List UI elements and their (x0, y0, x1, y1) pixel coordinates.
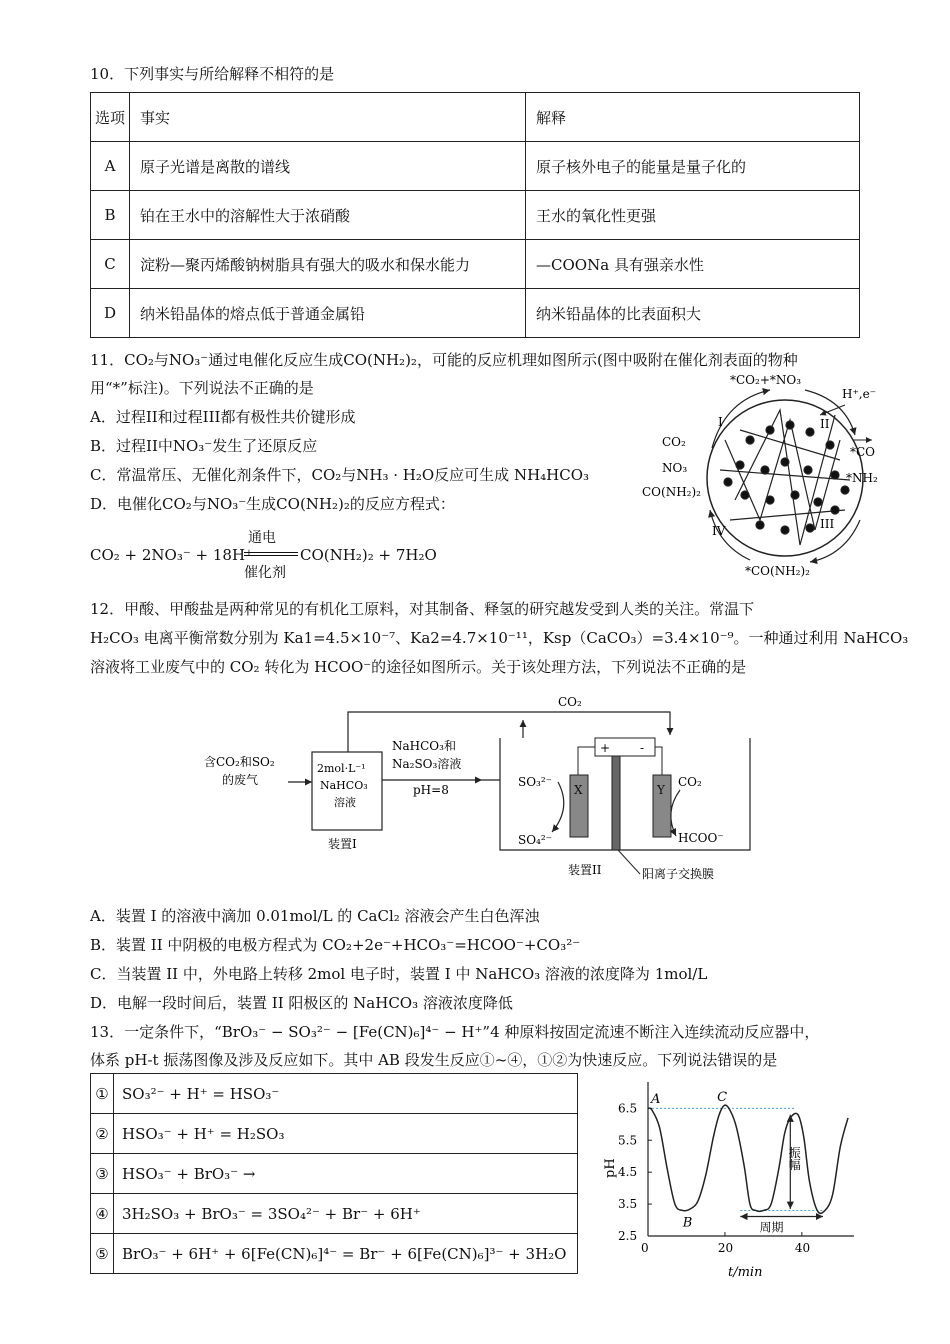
y-tick-label: 2.5 (618, 1229, 638, 1243)
q12-line3: 溶液将工业废气中的 CO₂ 转化为 HCOO⁻的途径如图所示。关于该处理方法，下列说法不正确的是 (90, 658, 747, 676)
device2-label: 装置II (568, 863, 602, 877)
q10-stem: 10．下列事实与所给解释不相符的是 (90, 65, 335, 83)
roman-i: I (718, 415, 723, 429)
option-letter: B (91, 191, 130, 240)
ph-time-chart (596, 1078, 860, 1288)
q11-stem-line1: 11．CO₂与NO₃⁻通过电催化反应生成CO(NH₂)₂，可能的反应机理如图所示(图中吸附在催化剂表面的物种 (90, 351, 798, 369)
q11-stem-line2: 用“*”标注)。下列说法不正确的是 (90, 379, 314, 397)
x-tick-label: 40 (794, 1241, 811, 1255)
table-row (91, 142, 860, 191)
q11-option-a: A．过程II和过程III都有极性共价键形成 (90, 408, 356, 426)
anode-reaction-arrow (552, 782, 564, 832)
reaction-number: ④ (91, 1194, 114, 1234)
q12-line2: H₂CO₃ 电离平衡常数分别为 Ka1=4.5×10⁻⁷、Ka2=4.7×10⁻¹¹，Ksp（CaCO₃）=3.4×10⁻⁹。一种通过利用 NaHCO₃ (90, 629, 909, 647)
cation-membrane (612, 756, 620, 850)
power-plus: + (600, 741, 611, 755)
fact-cell: 纳米铅晶体的熔点低于普通金属铅 (130, 289, 526, 338)
device1-label: 装置I (328, 837, 357, 851)
label-h-e: H⁺,e⁻ (842, 387, 877, 401)
q10-table (90, 92, 860, 338)
box1-line1: 2mol·L⁻¹ (317, 762, 366, 775)
reaction-equation: BrO₃⁻ + 6H⁺ + 6[Fe(CN)₆]⁴⁻ = Br⁻ + 6[Fe(CN)₆]³⁻ + 3H₂O (114, 1234, 578, 1274)
fact-cell: 原子光谱是离散的谱线 (130, 142, 526, 191)
explanation-cell: —COONa 具有强亲水性 (526, 240, 860, 289)
option-letter: D (91, 289, 130, 338)
y-tick-label: 6.5 (618, 1101, 638, 1116)
equation-double-line (244, 552, 298, 556)
so4-label: SO₄²⁻ (518, 833, 553, 847)
q11-option-b: B．过程II中NO₃⁻发生了还原反应 (90, 437, 318, 455)
table-row (91, 93, 860, 142)
point-b-label: B (682, 1215, 693, 1231)
label-no3: NO₃ (662, 461, 688, 475)
wire-left (578, 747, 595, 775)
reaction-equation: HSO₃⁻ + H⁺ = H₂SO₃ (114, 1114, 578, 1154)
box1-line3: 溶液 (334, 796, 356, 809)
header-option: 选项 (91, 93, 130, 142)
y-tick-label: 3.5 (618, 1197, 638, 1212)
roman-iv: IV (712, 524, 726, 538)
explanation-cell: 王水的氧化性更强 (526, 191, 860, 240)
point-a-label: A (651, 1092, 661, 1108)
explanation-cell: 纳米铅晶体的比表面积大 (526, 289, 860, 338)
q11-mechanism-diagram (640, 370, 890, 580)
period-label: 周期 (759, 1220, 784, 1235)
reaction-number: ③ (91, 1154, 114, 1194)
x-tick-label: 0 (641, 1241, 649, 1255)
table-row (91, 1234, 578, 1274)
y-tick-label: 4.5 (618, 1165, 638, 1180)
q12-option-b: B．装置 II 中阴极的电极方程式为 CO₂+2e⁻+HCO₃⁻=HCOO⁻+CO₃²⁻ (90, 936, 581, 954)
y-axis-label: pH (603, 1158, 618, 1178)
q12-option-a: A．装置 I 的溶液中滴加 0.01mol/L 的 CaCl₂ 溶液会产生白色浑浊 (90, 907, 540, 925)
q13-line2: 体系 pH-t 振荡图像及涉及反应如下。其中 AB 段发生反应①~④，①②为快速反应。下列说法错误的是 (90, 1051, 778, 1069)
amplitude-label: 振幅 (787, 1146, 802, 1171)
ph-series-line (648, 1105, 848, 1213)
q11-equation-top: 通电 (248, 530, 276, 546)
arrow-label-3: pH=8 (413, 783, 449, 797)
cathode-reaction-arrow (671, 790, 680, 836)
label-co: *CO (850, 445, 876, 459)
roman-iii: III (820, 517, 835, 531)
header-explanation: 解释 (526, 93, 860, 142)
arrow-label-2: Na₂SO₃溶液 (392, 757, 462, 771)
fact-cell: 淀粉—聚丙烯酸钠树脂具有强大的吸水和保水能力 (130, 240, 526, 289)
option-letter: A (91, 142, 130, 191)
y-tick-label: 5.5 (618, 1133, 638, 1148)
explanation-cell: 原子核外电子的能量是量子化的 (526, 142, 860, 191)
option-letter: C (91, 240, 130, 289)
box1-line2: NaHCO₃ (320, 779, 368, 792)
label-co2: CO₂ (662, 435, 686, 449)
fact-cell: 铂在王水中的溶解性大于浓硝酸 (130, 191, 526, 240)
q11-equation-right: CO(NH₂)₂ + 7H₂O (300, 546, 437, 564)
x-axis-label: t/min (728, 1265, 763, 1280)
membrane-pointer (618, 850, 640, 874)
q11-option-c: C．常温常压、无催化剂条件下，CO₂与NH₃ · H₂O反应可生成 NH₄HCO₃ (90, 466, 590, 484)
q11-equation-left: CO₂ + 2NO₃⁻ + 18H⁺ (90, 546, 253, 564)
electrode-y-label: Y (657, 783, 665, 797)
table-row (91, 289, 860, 338)
roman-ii: II (820, 417, 830, 431)
header-fact: 事实 (130, 93, 526, 142)
q12-line1: 12．甲酸、甲酸盐是两种常见的有机化工原料，对其制备、释氢的研究越发受到人类的关注。常温下 (90, 600, 755, 618)
point-c-label: C (717, 1090, 728, 1106)
co2-top-label: CO₂ (558, 695, 582, 709)
x-tick-label: 20 (717, 1241, 734, 1255)
gas-in-2: 的废气 (222, 773, 259, 787)
co2-right-label: CO₂ (678, 775, 702, 789)
table-row (91, 191, 860, 240)
reaction-number: ① (91, 1074, 114, 1114)
q12-option-d: D．电解一段时间后，装置 II 阳极区的 NaHCO₃ 溶液浓度降低 (90, 994, 513, 1012)
table-row (91, 1074, 578, 1114)
table-row (91, 1154, 578, 1194)
label-nh2: *NH₂ (846, 471, 878, 485)
reaction-equation: SO₃²⁻ + H⁺ = HSO₃⁻ (114, 1074, 578, 1114)
power-minus: - (640, 741, 645, 755)
q12-apparatus-diagram (200, 690, 760, 890)
so3-label: SO₃²⁻ (518, 775, 553, 789)
gas-in-1: 含CO₂和SO₂ (204, 755, 275, 769)
table-row (91, 1194, 578, 1234)
membrane-label: 阳离子交换膜 (642, 867, 715, 881)
reaction-equation: HSO₃⁻ + BrO₃⁻ → (114, 1154, 578, 1194)
reaction-equation: 3H₂SO₃ + BrO₃⁻ = 3SO₄²⁻ + Br⁻ + 6H⁺ (114, 1194, 578, 1234)
arrow-label-1: NaHCO₃和 (392, 739, 456, 753)
wire-right (655, 747, 662, 775)
q11-equation-bottom: 催化剂 (244, 565, 286, 581)
q13-line1: 13．一定条件下，“BrO₃⁻ − SO₃²⁻ − [Fe(CN)₆]⁴⁻ − H⁺”4 种原料按固定流速不断注入连续流动反应器中， (90, 1023, 820, 1041)
label-bottom: *CO(NH₂)₂ (745, 564, 810, 578)
q13-reactions-table (90, 1073, 578, 1274)
reaction-number: ② (91, 1114, 114, 1154)
label-urea: CO(NH₂)₂ (642, 485, 701, 499)
electrode-x-label: X (574, 783, 583, 797)
hcoo-label: HCOO⁻ (678, 831, 724, 845)
q12-option-c: C．当装置 II 中，外电路上转移 2mol 电子时，装置 I 中 NaHCO₃ 溶液的浓度降为 1mol/L (90, 965, 708, 983)
q11-option-d: D．电催化CO₂与NO₃⁻生成CO(NH₂)₂的反应方程式： (90, 495, 455, 513)
reaction-number: ⑤ (91, 1234, 114, 1274)
table-row (91, 1114, 578, 1154)
label-top: *CO₂+*NO₃ (730, 373, 802, 387)
table-row (91, 240, 860, 289)
